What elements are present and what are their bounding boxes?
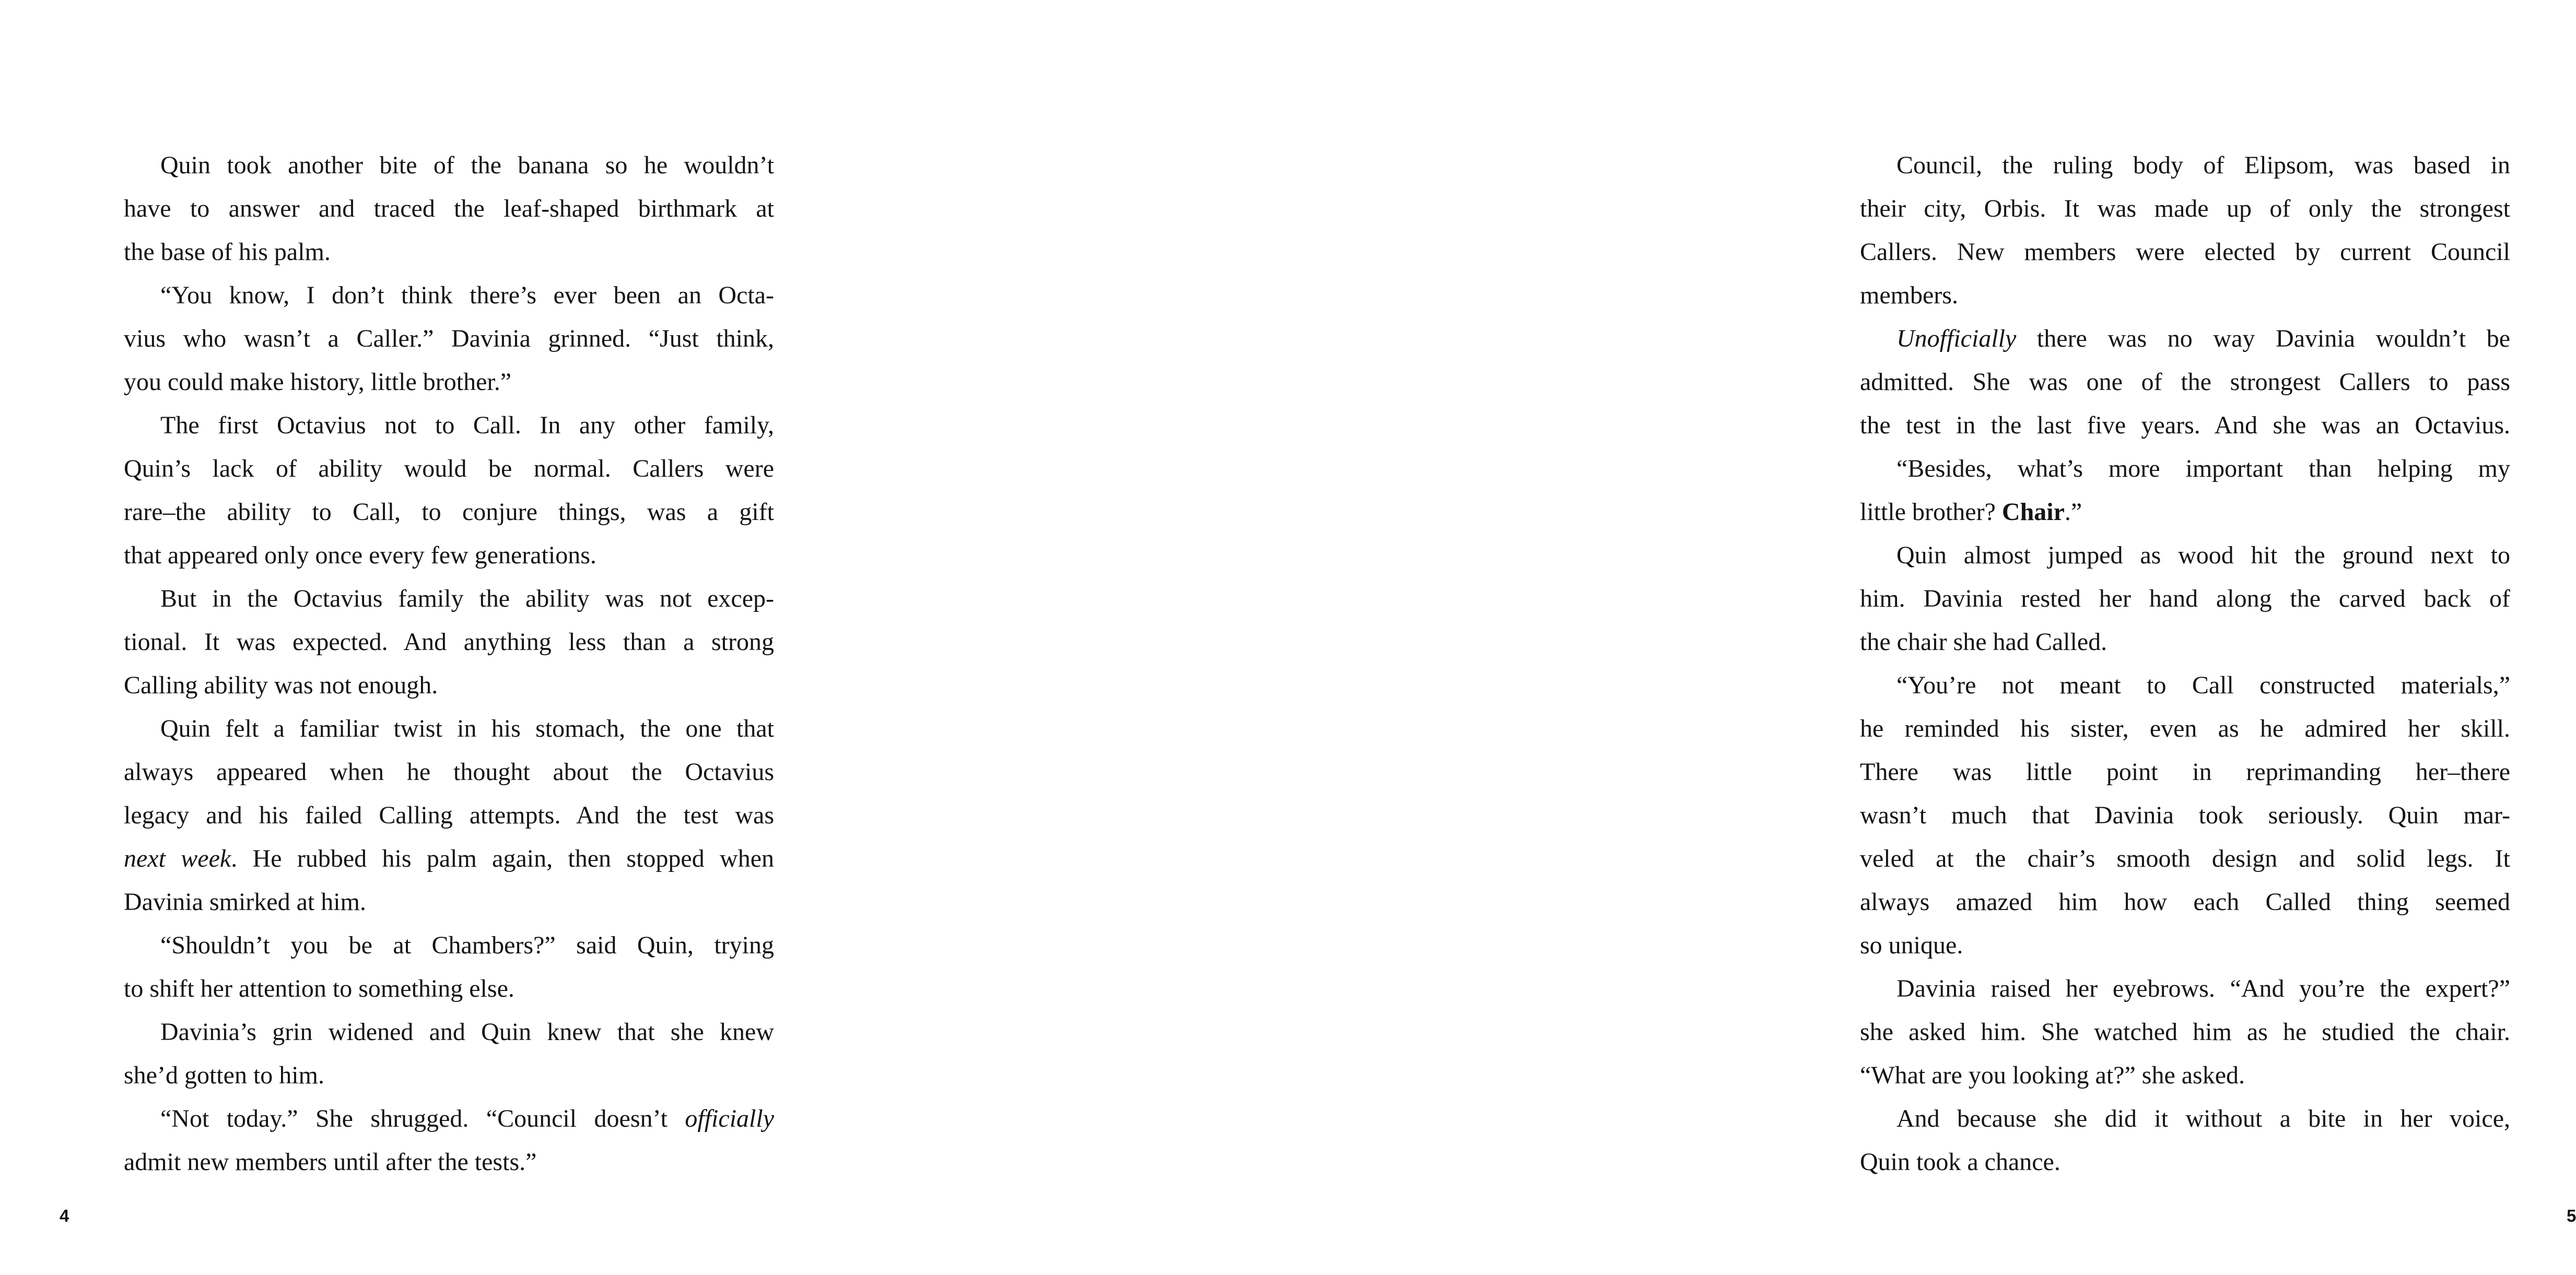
text-segment: she asked him. She watched him as he studied the chair. xyxy=(1860,1018,2510,1046)
text-line xyxy=(124,707,774,750)
page-right xyxy=(881,0,2576,1275)
text-line xyxy=(1860,794,2510,837)
text-segment: so unique. xyxy=(1860,931,1963,959)
text-segment: Council, the ruling body of Elipsom, was based in xyxy=(1896,151,2510,179)
text-line xyxy=(124,967,774,1010)
text-line xyxy=(1860,187,2510,230)
text-line xyxy=(1860,144,2510,187)
text-line xyxy=(1860,707,2510,750)
text-line xyxy=(1860,447,2510,490)
text-segment: wasn’t much that Davinia took seriously. Quin mar- xyxy=(1860,801,2510,829)
text-segment: But in the Octavius family the ability was not excep- xyxy=(160,585,774,612)
italic-text-segment: Unofficially xyxy=(1896,325,2017,352)
text-line xyxy=(1860,360,2510,404)
text-line xyxy=(124,187,774,230)
text-segment: “Not today.” She shrugged. “Council doesn’t xyxy=(160,1105,685,1132)
text-segment: There was little point in reprimanding her–there xyxy=(1860,758,2510,786)
text-line xyxy=(124,794,774,837)
text-segment: “What are you looking at?” she asked. xyxy=(1860,1061,2245,1089)
text-line xyxy=(1860,924,2510,967)
text-line xyxy=(124,317,774,360)
text-line xyxy=(1860,620,2510,664)
page-number-right: 5 xyxy=(2567,1206,2576,1225)
text-line xyxy=(124,1140,774,1184)
text-segment: Quin almost jumped as wood hit the ground next to xyxy=(1896,541,2510,569)
text-segment: Calling ability was not enough. xyxy=(124,671,438,699)
text-segment: “You’re not meant to Call constructed materials,” xyxy=(1896,671,2510,699)
text-segment: their city, Orbis. It was made up of only the strongest xyxy=(1860,195,2510,222)
text-line xyxy=(124,144,774,187)
text-line xyxy=(124,490,774,534)
text-line xyxy=(124,880,774,924)
text-segment: the base of his palm. xyxy=(124,238,331,266)
text-line xyxy=(124,664,774,707)
text-segment: veled at the chair’s smooth design and solid legs. It xyxy=(1860,845,2510,872)
text-segment: Quin’s lack of ability would be normal. Callers were xyxy=(124,455,774,482)
text-line xyxy=(124,837,774,880)
text-line xyxy=(1860,664,2510,707)
right-page-text-block xyxy=(1860,144,2510,1184)
text-line xyxy=(1860,967,2510,1010)
page-left xyxy=(0,0,880,1275)
text-segment: the chair she had Called. xyxy=(1860,628,2107,656)
text-line xyxy=(1860,230,2510,274)
text-segment: the test in the last five years. And she was an Octavius. xyxy=(1860,411,2510,439)
text-line xyxy=(1860,1010,2510,1054)
text-segment: members. xyxy=(1860,281,1958,309)
text-segment: Davinia smirked at him. xyxy=(124,888,366,916)
text-line xyxy=(124,620,774,664)
italic-text-segment: officially xyxy=(685,1105,774,1132)
text-segment: always appeared when he thought about the Octavius xyxy=(124,758,774,786)
text-line xyxy=(1860,1097,2510,1140)
bold-text-segment: Chair xyxy=(2001,498,2065,526)
text-segment: she’d gotten to him. xyxy=(124,1061,324,1089)
text-line xyxy=(1860,1140,2510,1184)
text-segment: there was no way Davinia wouldn’t be xyxy=(2016,325,2510,352)
text-segment: admitted. She was one of the strongest Callers to pass xyxy=(1860,368,2510,396)
text-line xyxy=(1860,750,2510,794)
text-line xyxy=(124,924,774,967)
text-segment: “You know, I don’t think there’s ever been an Octa- xyxy=(160,281,774,309)
text-line xyxy=(124,274,774,317)
text-segment: to shift her attention to something else. xyxy=(124,975,514,1002)
text-segment: .” xyxy=(2064,498,2082,526)
text-segment: admit new members until after the tests.” xyxy=(124,1148,537,1176)
text-segment: that appeared only once every few generations. xyxy=(124,541,596,569)
text-segment: rare–the ability to Call, to conjure things, was a gift xyxy=(124,498,774,526)
text-segment: Quin felt a familiar twist in his stomach, the one that xyxy=(160,715,774,742)
text-line xyxy=(1860,1054,2510,1097)
text-line xyxy=(1860,274,2510,317)
text-segment: him. Davinia rested her hand along the carved back of xyxy=(1860,585,2510,612)
text-segment: Davinia’s grin widened and Quin knew that she knew xyxy=(160,1018,774,1046)
text-line xyxy=(124,230,774,274)
text-line xyxy=(124,534,774,577)
text-segment: little brother? xyxy=(1860,498,2002,526)
text-line xyxy=(1860,577,2510,620)
left-page-text-block xyxy=(124,144,774,1184)
text-line xyxy=(124,360,774,404)
text-segment: . He rubbed his palm again, then stopped when xyxy=(231,845,775,872)
text-line xyxy=(1860,837,2510,880)
text-segment: Quin took another bite of the banana so he wouldn’t xyxy=(160,151,774,179)
text-line xyxy=(124,750,774,794)
text-segment: vius who wasn’t a Caller.” Davinia grinned. “Just think, xyxy=(124,325,774,352)
text-line xyxy=(1860,404,2510,447)
text-line xyxy=(124,577,774,620)
text-segment: have to answer and traced the leaf-shaped birthmark at xyxy=(124,195,774,222)
text-line xyxy=(1860,490,2510,534)
text-line xyxy=(124,447,774,490)
text-segment: Callers. New members were elected by current Council xyxy=(1860,238,2510,266)
text-segment: And because she did it without a bite in her voice, xyxy=(1896,1105,2510,1132)
text-segment: you could make history, little brother.” xyxy=(124,368,512,396)
text-segment: Quin took a chance. xyxy=(1860,1148,2060,1176)
text-segment: “Shouldn’t you be at Chambers?” said Quin, trying xyxy=(160,931,774,959)
text-segment: The first Octavius not to Call. In any other family, xyxy=(160,411,774,439)
text-line xyxy=(1860,880,2510,924)
text-line xyxy=(124,1097,774,1140)
text-segment: legacy and his failed Calling attempts. And the test was xyxy=(124,801,774,829)
text-segment: Davinia raised her eyebrows. “And you’re the expert?” xyxy=(1896,975,2510,1002)
text-line xyxy=(124,404,774,447)
text-line xyxy=(1860,534,2510,577)
text-segment: always amazed him how each Called thing seemed xyxy=(1860,888,2510,916)
text-line xyxy=(1860,317,2510,360)
text-line xyxy=(124,1054,774,1097)
text-segment: he reminded his sister, even as he admired her skill. xyxy=(1860,715,2510,742)
text-line xyxy=(124,1010,774,1054)
page-number-left: 4 xyxy=(60,1206,69,1225)
text-segment: tional. It was expected. And anything less than a strong xyxy=(124,628,774,656)
italic-text-segment: next week xyxy=(124,845,231,872)
text-segment: “Besides, what’s more important than helping my xyxy=(1896,455,2510,482)
